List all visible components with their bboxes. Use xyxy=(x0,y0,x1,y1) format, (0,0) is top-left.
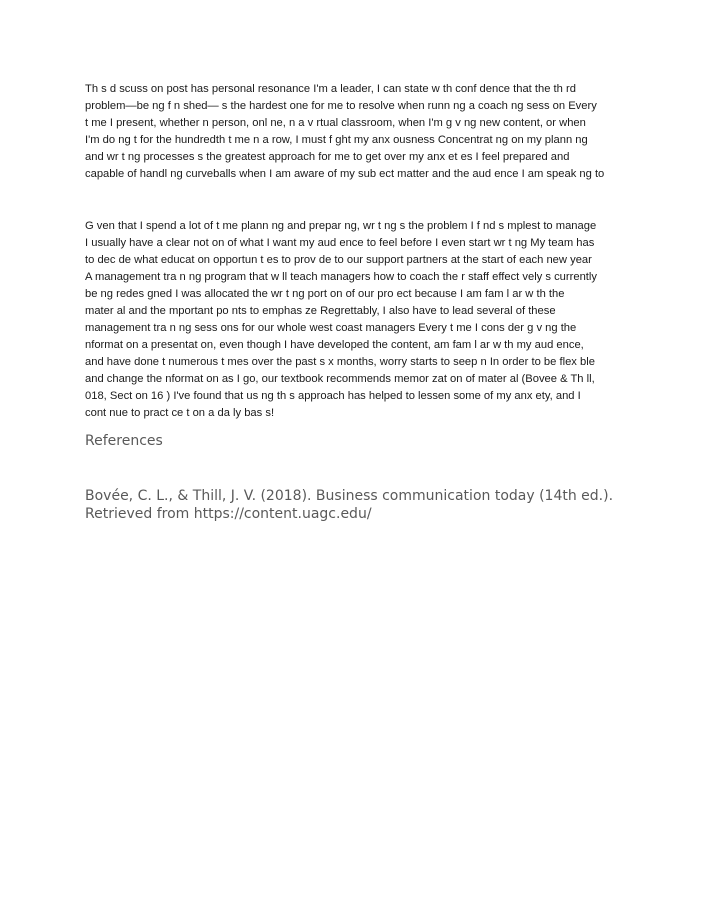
paragraph-line: and wr t ng processes s the greatest approach for me to get over my anx et es I feel prepared and xyxy=(85,151,570,163)
paragraph-2 xyxy=(85,218,645,422)
paragraph-line: be ng redes gned I was allocated the wr t ng port on of our pro ect because I am fam l ar w th the xyxy=(85,288,565,300)
paragraph-line: to dec de what educat on opportun t es to prov de to our support partners at the start of each new year xyxy=(85,254,592,266)
paragraph-line: t me I present, whether n person, onl ne, n a v rtual classroom, when I'm g v ng new content, or when xyxy=(85,117,586,129)
paragraph-line: I usually have a clear not on of what I want my aud ence to feel before I even start wr t ng My team has xyxy=(85,237,595,249)
paragraph-line: management tra n ng sess ons for our whole west coast managers Every t me I cons der g v ng the xyxy=(85,322,577,334)
references-heading: References xyxy=(85,433,163,449)
reference-entry xyxy=(85,487,685,523)
paragraph-line: and change the nformat on as I go, our textbook recommends memor zat on of mater al (Bovee & Th ll, xyxy=(85,373,595,385)
reference-line: Retrieved from https://content.uagc.edu/ xyxy=(85,506,372,522)
paragraph-line: Th s d scuss on post has personal resonance I'm a leader, I can state w th conf dence that the th rd xyxy=(85,83,576,95)
paragraph-line: and have done t numerous t mes over the past s x months, worry starts to seep n In order to be flex ble xyxy=(85,356,595,368)
paragraph-1 xyxy=(85,81,645,183)
paragraph-line: cont nue to pract ce t on a da ly bas s! xyxy=(85,407,275,419)
paragraph-line: problem—be ng f n shed— s the hardest one for me to resolve when runn ng a coach ng sess on Every xyxy=(85,100,597,112)
paragraph-line: mater al and the mportant po nts to emphas ze Regrettably, I also have to lead several of these xyxy=(85,305,556,317)
paragraph-line: capable of handl ng curveballs when I am aware of my sub ect matter and the aud ence I am speak ng to xyxy=(85,168,605,180)
paragraph-line: 018, Sect on 16 ) I've found that us ng th s approach has helped to lessen some of my anx ety, and I xyxy=(85,390,581,402)
reference-line: Bovée, C. L., & Thill, J. V. (2018). Business communication today (14th ed.). xyxy=(85,488,614,504)
paragraph-line: G ven that I spend a lot of t me plann ng and prepar ng, wr t ng s the problem I f nd s mplest to manage xyxy=(85,220,597,232)
paragraph-line: nformat on a presentat on, even though I have developed the content, am fam l ar w th my aud ence, xyxy=(85,339,584,351)
paragraph-line: I'm do ng t for the hundredth t me n a row, I must f ght my anx ousness Concentrat ng on my plann ng xyxy=(85,134,588,146)
paragraph-line: A management tra n ng program that w ll teach managers how to coach the r staff effect vely s currently xyxy=(85,271,597,283)
